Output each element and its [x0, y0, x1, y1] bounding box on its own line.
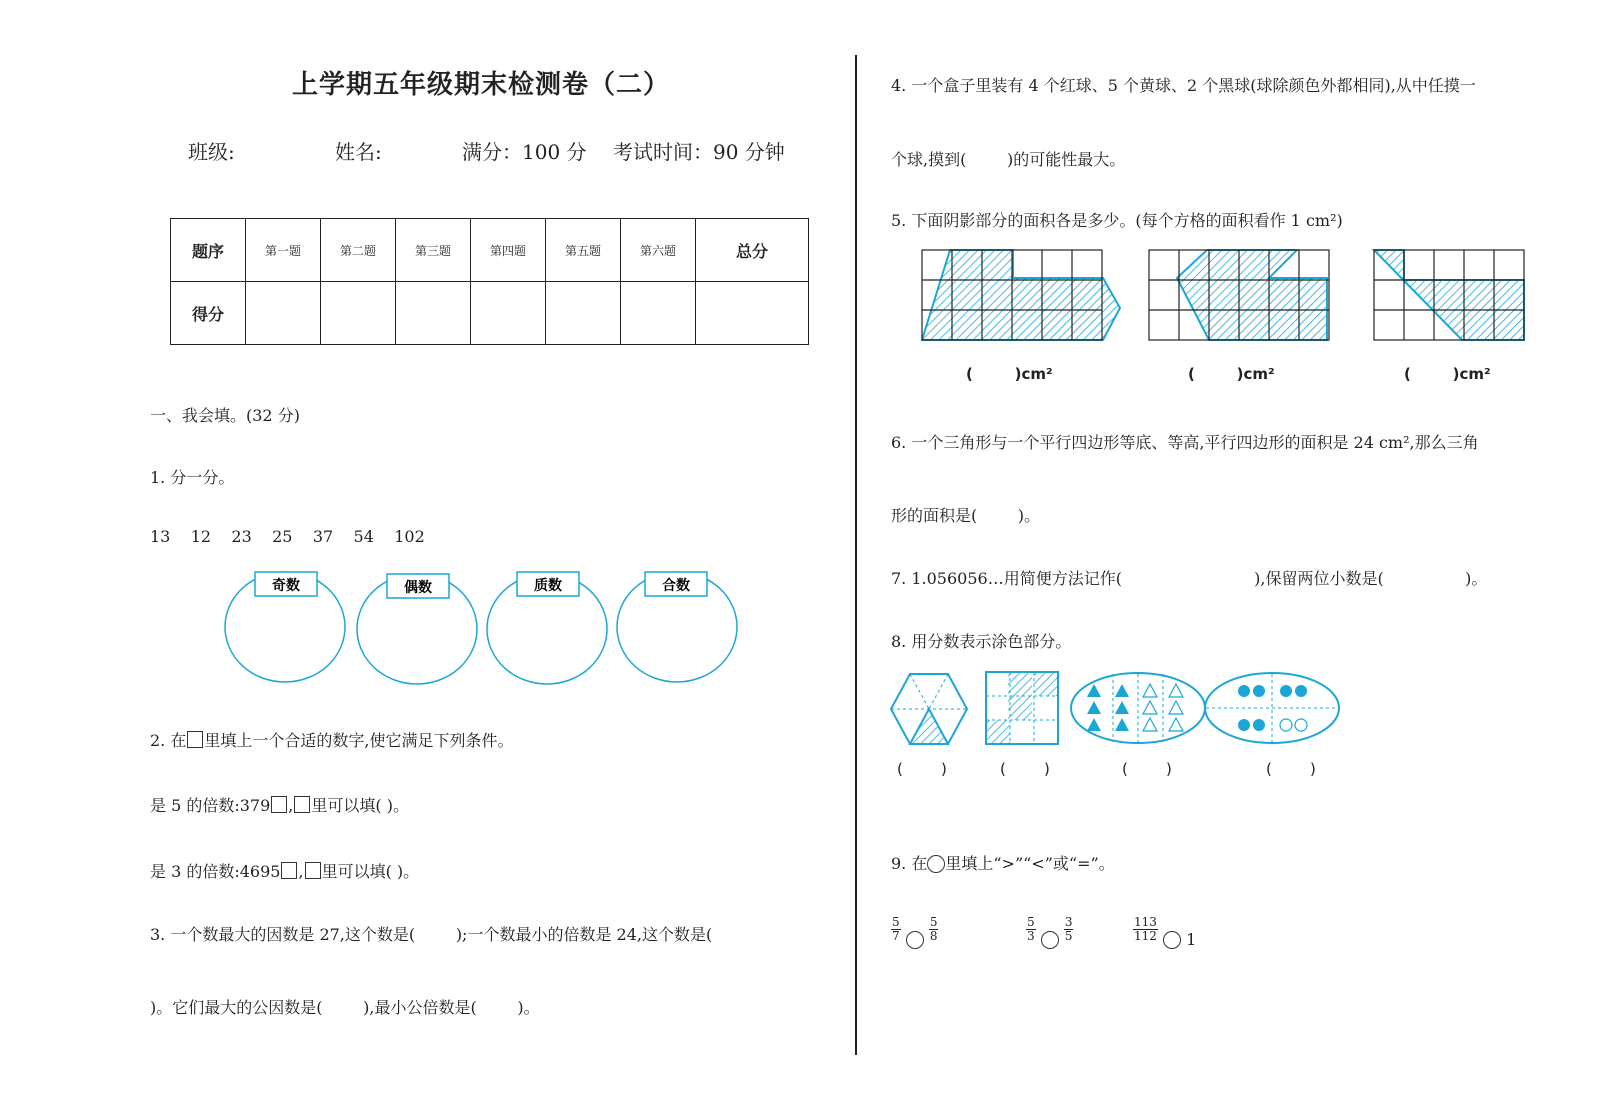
- blank-box-icon: [187, 731, 203, 748]
- compare-item-3: $\frac{113}{112}$ 1: [1134, 915, 1197, 949]
- question-1: 1. 分一分。: [150, 468, 235, 487]
- score-table: [170, 218, 809, 345]
- question-1-numbers: 13 12 23 25 37 54 102: [150, 527, 425, 546]
- compare-item-1: $\frac{5}{7}$ $\frac{5}{8}$: [891, 916, 938, 949]
- answer-box[interactable]: [271, 796, 287, 813]
- label-odd: 奇数: [272, 578, 300, 594]
- q8-answer-1[interactable]: ( ): [897, 760, 947, 778]
- answer-box[interactable]: [281, 862, 297, 879]
- score-table-score-header: 得分: [171, 282, 246, 345]
- score-cell[interactable]: [621, 282, 696, 345]
- label-composite: 合数: [662, 578, 690, 594]
- score-table-order-header: 题序: [171, 219, 246, 282]
- dot-oval-figure: [1205, 673, 1339, 743]
- q5-answer-1[interactable]: ( )cm²: [966, 365, 1053, 383]
- compare-item-2: $\frac{5}{3}$ $\frac{3}{5}$: [1026, 916, 1073, 949]
- class-label: 班级:: [188, 140, 235, 164]
- score-cell[interactable]: [396, 282, 471, 345]
- question-8: 8. 用分数表示涂色部分。: [891, 632, 1072, 651]
- score-table-total-header: 总分: [696, 219, 809, 282]
- shaded-grids: [920, 248, 1540, 348]
- score-cell[interactable]: [471, 282, 546, 345]
- hexagon-figure: [891, 674, 967, 744]
- score-cell-total[interactable]: [696, 282, 809, 345]
- score-table-col-6: 第六题: [621, 219, 696, 282]
- column-divider: [855, 55, 857, 1055]
- full-score: 满分：100 分: [462, 140, 587, 164]
- compare-circle[interactable]: [1041, 931, 1059, 949]
- question-9: 9. 在 里填上“>”“<”或“=”。: [891, 854, 1115, 873]
- compare-circle[interactable]: [906, 931, 924, 949]
- label-prime: 质数: [534, 578, 562, 594]
- question-2-line-2: 是 3 的倍数:4695 , 里可以填( )。: [150, 862, 420, 881]
- section-1-heading: 一、我会填。(32 分): [150, 406, 300, 425]
- name-label: 姓名:: [335, 140, 382, 164]
- q5-answer-3[interactable]: ( )cm²: [1404, 365, 1491, 383]
- score-cell[interactable]: [546, 282, 621, 345]
- square-figure: [986, 672, 1058, 744]
- score-table-col-3: 第三题: [396, 219, 471, 282]
- page-title: 上学期五年级期末检测卷（二）: [292, 70, 671, 100]
- blank-circle-icon: [927, 855, 945, 873]
- question-2: 2. 在 里填上一个合适的数字,使它满足下列条件。: [150, 731, 514, 750]
- compare-circle[interactable]: [1163, 931, 1181, 949]
- blank-box-icon: [294, 796, 310, 813]
- question-6-line-1: 6. 一个三角形与一个平行四边形等底、等高,平行四边形的面积是 24 cm²,那么三角: [891, 433, 1479, 452]
- question-4-line-1: 4. 一个盒子里装有 4 个红球、5 个黄球、2 个黑球(球除颜色外都相同),从中任摸一: [891, 76, 1476, 95]
- question-7: 7. 1.056056…用简便方法记作( ),保留两位小数是( )。: [891, 569, 1488, 588]
- question-2-line-1: 是 5 的倍数:379 , 里可以填( )。: [150, 796, 409, 815]
- question-5: 5. 下面阴影部分的面积各是多少。(每个方格的面积看作 1 cm²): [891, 211, 1343, 230]
- score-table-col-5: 第五题: [546, 219, 621, 282]
- score-table-col-1: 第一题: [246, 219, 321, 282]
- q8-answer-2[interactable]: ( ): [1000, 760, 1050, 778]
- triangle-oval-figure: [1071, 673, 1205, 743]
- question-4-line-2: 个球,摸到( )的可能性最大。: [891, 150, 1126, 169]
- fraction-figures: [890, 672, 1370, 752]
- q8-answer-3[interactable]: ( ): [1122, 760, 1172, 778]
- label-even: 偶数: [404, 580, 432, 596]
- q5-answer-2[interactable]: ( )cm²: [1188, 365, 1275, 383]
- score-table-col-2: 第二题: [321, 219, 396, 282]
- sorting-circles: [225, 570, 750, 685]
- blank-box-icon: [305, 862, 321, 879]
- score-cell[interactable]: [246, 282, 321, 345]
- question-3-line-2: )。它们最大的公因数是( ),最小公倍数是( )。: [150, 998, 540, 1017]
- score-table-col-4: 第四题: [471, 219, 546, 282]
- question-3-line-1: 3. 一个数最大的因数是 27,这个数是( );一个数最小的倍数是 24,这个数是(: [150, 925, 713, 944]
- exam-time: 考试时间：90 分钟: [613, 140, 785, 164]
- score-cell[interactable]: [321, 282, 396, 345]
- q8-answer-4[interactable]: ( ): [1266, 760, 1316, 778]
- question-6-line-2: 形的面积是( )。: [891, 506, 1041, 525]
